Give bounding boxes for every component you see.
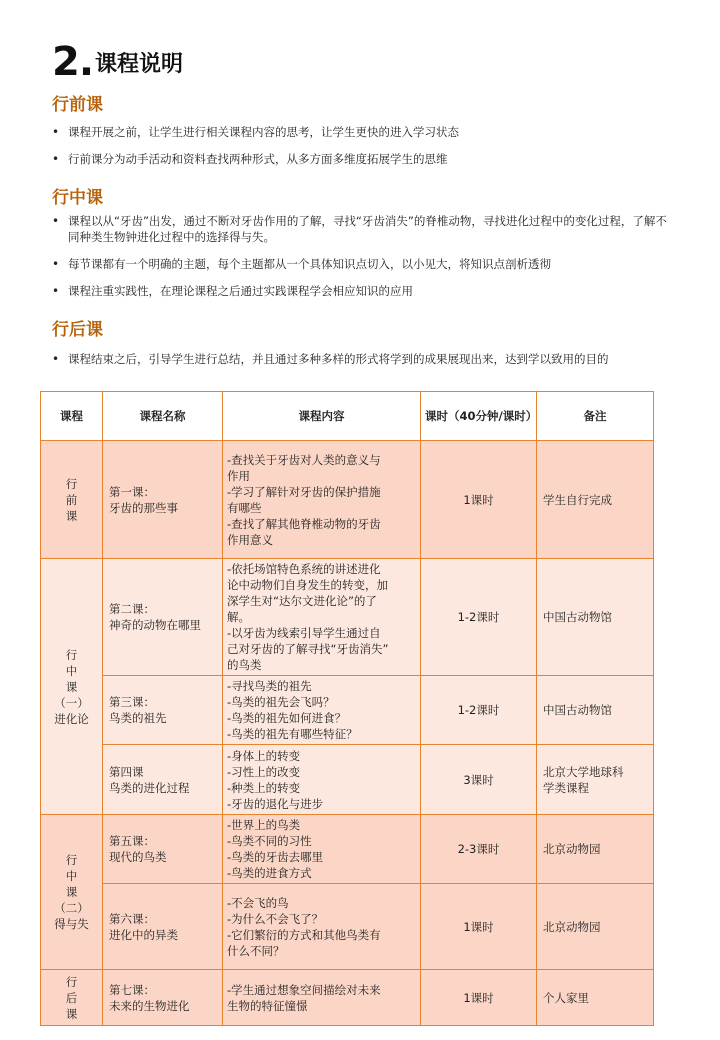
lesson-note: 个人家里 — [537, 970, 654, 1026]
lesson-name: 第七课： 未来的生物进化 — [103, 970, 223, 1026]
lesson-content: -世界上的鸟类 -鸟类不同的习性 -鸟类的牙齿去哪里 -鸟类的进食方式 — [223, 815, 421, 884]
lesson-note: 北京动物园 — [537, 884, 654, 970]
lesson-content: -依托场馆特色系统的讲述进化 论中动物们自身发生的转变，加 深学生对“达尔文进化论”的了 解。 -以牙齿为线索引导学生通过自 己对牙齿的了解寻找“牙齿消失” 的鸟类 — [223, 559, 421, 676]
lesson-hours: 1课时 — [421, 970, 537, 1026]
header-cell: 备注 — [537, 392, 654, 441]
lesson-name: 第三课： 鸟类的祖先 — [103, 676, 223, 745]
lesson-hours: 1课时 — [421, 884, 537, 970]
section-heading-post: 行后课 — [52, 320, 103, 340]
lesson-name: 第二课： 神奇的动物在哪里 — [103, 559, 223, 676]
lesson-hours: 1-2课时 — [421, 559, 537, 676]
header-cell: 课程内容 — [223, 392, 421, 441]
lesson-hours: 1-2课时 — [421, 676, 537, 745]
bullet-list-pre — [50, 124, 668, 178]
lesson-name: 第一课： 牙齿的那些事 — [103, 441, 223, 559]
table-header-row — [41, 392, 654, 441]
phase-cell: 行 前 课 — [41, 441, 103, 559]
table-row — [41, 559, 654, 676]
lesson-name: 第五课： 现代的鸟类 — [103, 815, 223, 884]
phase-cell: 行 中 课 （二） 得与失 — [41, 815, 103, 970]
table-row — [41, 884, 654, 970]
lesson-note: 北京动物园 — [537, 815, 654, 884]
bullet-item: • 每节课都有一个明确的主题，每个主题都从一个具体知识点切入，以小见大，将知识点剖析透彻 — [50, 256, 668, 272]
lesson-content: -不会飞的鸟 -为什么不会飞了？ -它们繁衍的方式和其他鸟类有 什么不同？ — [223, 884, 421, 970]
table-row — [41, 441, 654, 559]
title-text: 课程说明 — [95, 52, 184, 77]
title-number: 2. — [52, 39, 94, 85]
lesson-hours: 1课时 — [421, 441, 537, 559]
lesson-note: 中国古动物馆 — [537, 676, 654, 745]
course-table — [40, 391, 654, 1026]
lesson-content: -寻找鸟类的祖先 -鸟类的祖先会飞吗？ -鸟类的祖先如何进食？ -鸟类的祖先有哪些特征？ — [223, 676, 421, 745]
bullet-item: • 行前课分为动手活动和资料查找两种形式，从多方面多维度拓展学生的思维 — [50, 151, 668, 167]
lesson-content: -身体上的转变 -习性上的改变 -种类上的转变 -牙齿的退化与进步 — [223, 745, 421, 815]
section-heading-pre: 行前课 — [52, 95, 103, 115]
bullet-item: • 课程结束之后，引导学生进行总结，并且通过多种多样的形式将学到的成果展现出来，达到学以致用的目的 — [50, 351, 668, 367]
bullet-item: • 课程开展之前，让学生进行相关课程内容的思考，让学生更快的进入学习状态 — [50, 124, 668, 140]
phase-cell: 行 后 课 — [41, 970, 103, 1026]
lesson-content: -学生通过想象空间描绘对未来 生物的特征憧憬 — [223, 970, 421, 1026]
lesson-content: -查找关于牙齿对人类的意义与 作用 -学习了解针对牙齿的保护措施 有哪些 -查找了解其他脊椎动物的牙齿 作用意义 — [223, 441, 421, 559]
phase-cell: 行 中 课 （一） 进化论 — [41, 559, 103, 815]
lesson-note: 学生自行完成 — [537, 441, 654, 559]
page-title — [52, 36, 184, 85]
bullet-list-post — [50, 351, 668, 378]
bullet-list-during — [50, 213, 668, 310]
bullet-item: • 课程以从“牙齿”出发，通过不断对牙齿作用的了解，寻找“牙齿消失”的脊椎动物，寻找进化过程中的变化过程，了解不同种类生物钟进化过程中的选择得与失。 — [50, 213, 668, 245]
header-cell: 课时（40分钟/课时） — [421, 392, 537, 441]
table-row — [41, 745, 654, 815]
lesson-hours: 3课时 — [421, 745, 537, 815]
header-cell: 课程 — [41, 392, 103, 441]
lesson-name: 第四课 鸟类的进化过程 — [103, 745, 223, 815]
lesson-note: 中国古动物馆 — [537, 559, 654, 676]
lesson-note: 北京大学地球科 学类课程 — [537, 745, 654, 815]
bullet-item: • 课程注重实践性，在理论课程之后通过实践课程学会相应知识的应用 — [50, 283, 668, 299]
table-row — [41, 815, 654, 884]
header-cell: 课程名称 — [103, 392, 223, 441]
table-row — [41, 970, 654, 1026]
lesson-hours: 2-3课时 — [421, 815, 537, 884]
lesson-name: 第六课： 进化中的异类 — [103, 884, 223, 970]
section-heading-during: 行中课 — [52, 188, 103, 208]
table-row — [41, 676, 654, 745]
